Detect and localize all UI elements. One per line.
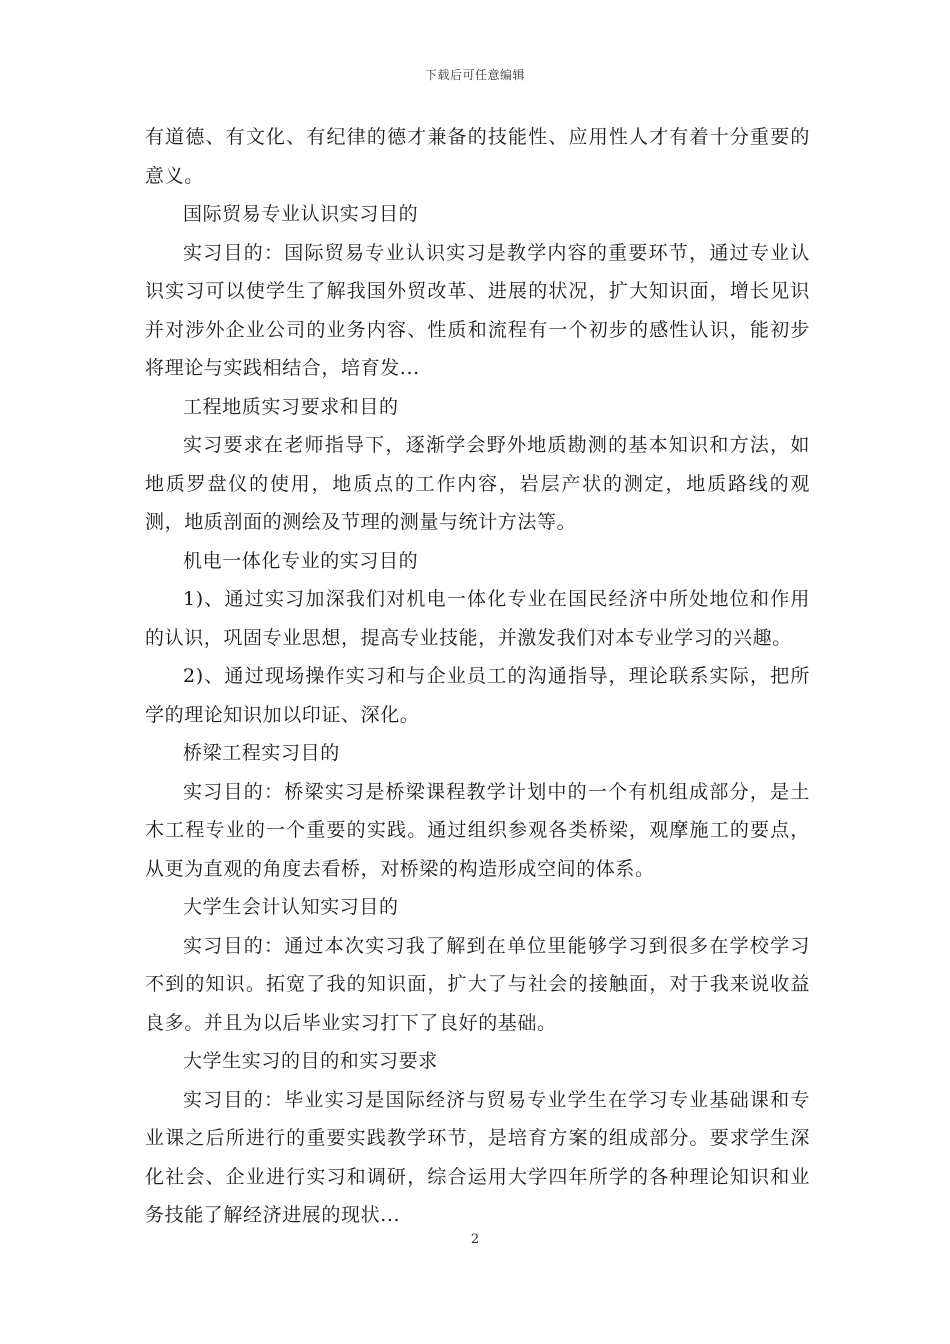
paragraph-bridge: 实习目的：桥梁实习是桥梁课程教学计划中的一个有机组成部分，是土木工程专业的一个重要的实践。通过组织参观各类桥梁，观摩施工的要点，从更为直观的角度去看桥，对桥梁的构造形成空间的体系。 [145,780,810,880]
paragraph-intl-trade: 实习目的：国际贸易专业认识实习是教学内容的重要环节，通过专业认识实习可以使学生了解我国外贸改革、进展的状况，扩大知识面，增长见识并对涉外企业公司的业务内容、性质和流程有一个初步的感性认识，能初步将理论与实践相结合，培育发... [145,241,810,379]
paragraph-accounting: 实习目的：通过本次实习我了解到在单位里能够学习到很多在学校学习不到的知识。拓宽了我的知识面，扩大了与社会的接触面，对于我来说收益良多。并且为以后毕业实习打下了良好的基础。 [145,934,810,1034]
paragraph-internship-goals: 实习目的：毕业实习是国际经济与贸易专业学生在学习专业基础课和专业课之后所进行的重要实践教学环节，是培育方案的组成部分。要求学生深化社会、企业进行实习和调研，综合运用大学四年所学的各种理论知识和业务技能了解经济进展的现状... [145,1088,810,1226]
section-heading-accounting: 大学生会计认知实习目的 [183,896,399,918]
document-body [145,118,810,1235]
paragraph-continuation: 有道德、有文化、有纪律的德才兼备的技能性、应用性人才有着十分重要的意义。 [145,126,810,187]
section-heading-bridge: 桥梁工程实习目的 [183,742,340,764]
section-heading-intl-trade: 国际贸易专业认识实习目的 [183,203,419,225]
paragraph-mechatronics-2: 2)、通过现场操作实习和与企业员工的沟通指导，理论联系实际，把所学的理论知识加以印证、深化。 [145,665,810,726]
page-header: 下载后可任意编辑 [424,68,525,82]
section-heading-geology: 工程地质实习要求和目的 [183,395,399,418]
paragraph-geology: 实习要求在老师指导下，逐渐学会野外地质勘测的基本知识和方法，如地质罗盘仪的使用，地质点的工作内容，岩层产状的测定，地质路线的观测，地质剖面的测绘及节理的测量与统计方法等。 [145,434,810,533]
page-number: 2 [470,1232,480,1247]
section-heading-internship-goals: 大学生实习的目的和实习要求 [183,1050,438,1072]
section-heading-mechatronics: 机电一体化专业的实习目的 [183,549,419,572]
paragraph-mechatronics-1: 1)、通过实习加深我们对机电一体化专业在国民经济中所处地位和作用的认识，巩固专业思想，提高专业技能，并激发我们对本专业学习的兴趣。 [145,588,810,649]
